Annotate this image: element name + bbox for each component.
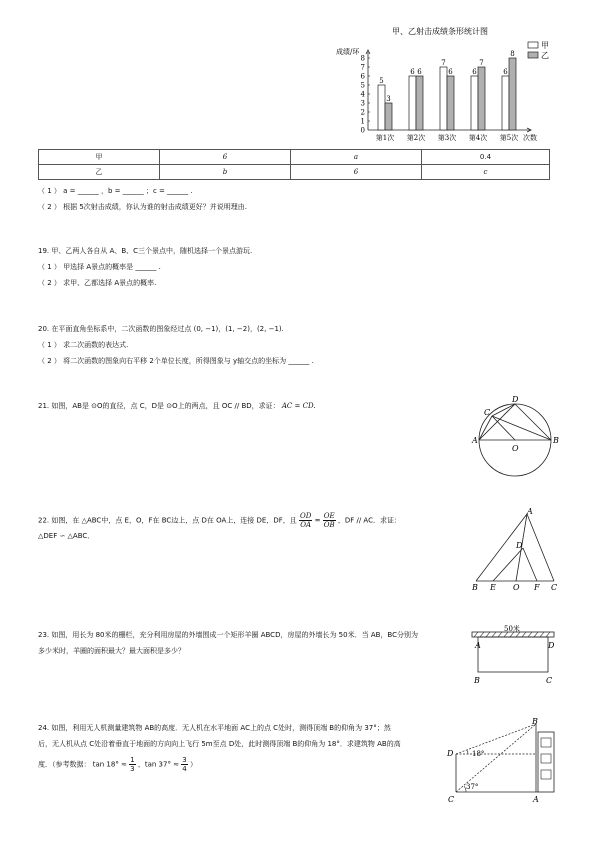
- q22-label-d: D: [516, 541, 523, 550]
- bar-chart: [330, 22, 560, 147]
- chart-data-label: 7: [479, 59, 484, 67]
- q23-label-b: B: [474, 676, 480, 685]
- table-cell: 6: [160, 150, 291, 165]
- chart-bar: [385, 103, 392, 130]
- chart-data-label: 7: [441, 59, 446, 67]
- table-cell: 甲: [39, 150, 160, 165]
- q24-label-c: C: [448, 795, 455, 804]
- q24-fraction-one-third: $\frac{1}{3}$: [130, 756, 135, 773]
- table-row: [39, 165, 550, 180]
- table-row: [39, 150, 550, 165]
- table-cell: 0.4: [422, 150, 550, 165]
- q21-text: 21. 如图，AB是 ⊙O的直径，点 C，D是 ⊙O上的两点，且 OC // BD，求证：: [38, 402, 280, 410]
- chart-legend-label: 乙: [541, 51, 549, 60]
- q23-label-c: C: [546, 676, 553, 685]
- q22-label-o: O: [513, 583, 520, 592]
- q21-label-a: A: [472, 436, 478, 445]
- chart-bar: [509, 58, 516, 130]
- q21-arc-conclusion: AC = CD.: [281, 402, 316, 410]
- q19-part1: （ 1 ） 甲选择 A景点的概率是 ______ .: [38, 263, 161, 271]
- chart-data-label: 5: [379, 77, 384, 85]
- table-cell: a: [291, 150, 422, 165]
- chart-bar: [440, 67, 447, 130]
- q24-fraction-three-quarters: $\frac{3}{4}$: [182, 756, 187, 773]
- table-cell: 乙: [39, 165, 160, 180]
- chart-legend-label: 甲: [541, 41, 549, 50]
- table-cell: 6: [291, 165, 422, 180]
- chart-title: 甲、乙射击成绩条形统计图: [392, 27, 488, 36]
- q20-part2: （ 2 ） 将二次函数的图象向右平移 2个单位长度，所得图象与 y轴交点的坐标为 ______ .: [38, 357, 314, 365]
- q23-line1: 23. 如图，用长为 80米的栅栏，充分利用房屋的外墙围成一个矩形羊圈 ABCD，房屋的外墙长为 50米．当 AB，BC分别为: [38, 631, 418, 639]
- q20-part1: （ 1 ） 求二次函数的表达式.: [38, 341, 129, 349]
- q24-drone-figure: [442, 716, 562, 806]
- q20-stem: 20. 在平面直角坐标系中，二次函数的图象经过点 (0, −1)，(1, −2)，(2, −1).: [38, 325, 284, 333]
- chart-category-label: 第3次: [437, 134, 457, 142]
- chart-category-label: 第1次: [375, 134, 395, 142]
- q23-line2: 多少米时，羊圈的面积最大？最大面积是多少？: [38, 647, 185, 655]
- chart-data-label: 6: [448, 68, 453, 76]
- chart-bar: [471, 76, 478, 130]
- q23-label-d: D: [548, 641, 555, 650]
- chart-y-tick-label: 1: [360, 117, 365, 126]
- q21-stem: [38, 401, 316, 411]
- chart-bar: [378, 85, 385, 130]
- q22-label-b: B: [472, 583, 478, 592]
- chart-bar: [478, 67, 485, 130]
- q24-label-d: D: [447, 749, 454, 758]
- q22-label-e: E: [490, 583, 496, 592]
- chart-category-label: 第4次: [468, 134, 488, 142]
- chart-data-label: 3: [386, 95, 391, 103]
- q23-pen-figure: [468, 622, 563, 687]
- q24-angle-37: 37°: [466, 783, 479, 791]
- chart-y-tick-label: 6: [360, 72, 365, 81]
- q21-label-c: C: [484, 408, 491, 417]
- q24-line3: [38, 756, 197, 773]
- q22-stem-c: △DEF ∽ △ABC．: [38, 532, 95, 540]
- chart-legend-swatch: [528, 52, 538, 58]
- q22-fraction-od-oa: $\frac{OD}{OA}$: [300, 512, 312, 529]
- chart-legend-swatch: [528, 42, 538, 48]
- q22-text-a: 22. 如图，在 △ABC中，点 E，O，F在 BC边上，点 D在 OA上，连接 DE，DF，且: [38, 516, 297, 525]
- chart-bar: [409, 76, 416, 130]
- q24-text-3c: ）: [190, 760, 197, 769]
- table-cell: c: [422, 165, 550, 180]
- chart-bar: [447, 76, 454, 130]
- chart-category-label: 第2次: [406, 134, 426, 142]
- q22-label-c: C: [551, 583, 558, 592]
- q22-fraction-oe-ob: $\frac{OE}{OB}$: [323, 512, 335, 529]
- q24-line1: 24. 如图，利用无人机测量建筑物 AB的高度．无人机在水平地面 AC上的点 C处时，测得顶端 B的仰角为 37°；然: [38, 724, 391, 732]
- chart-y-tick-label: 7: [360, 63, 365, 72]
- q21-label-d: D: [512, 395, 519, 404]
- chart-data-label: 6: [417, 68, 422, 76]
- q23-label-a: A: [475, 641, 481, 650]
- score-table: [38, 149, 550, 180]
- q19-part2: （ 2 ） 求甲、乙都选择 A景点的概率.: [38, 279, 157, 287]
- q21-circle-figure: [470, 394, 570, 484]
- chart-y-tick-label: 0: [360, 126, 365, 135]
- q22-label-f: F: [534, 583, 540, 592]
- q24-text-3b: ，tan 37° ≈: [137, 760, 180, 769]
- q22-triangle-figure: [468, 508, 563, 593]
- chart-y-tick-label: 3: [360, 99, 365, 108]
- chart-data-label: 6: [410, 68, 415, 76]
- table-cell: b: [160, 165, 291, 180]
- chart-data-label: 8: [510, 50, 515, 58]
- q24-label-b: B: [532, 717, 538, 726]
- q24-line2: 后，无人机从点 C处沿着垂直于地面的方向向上飞行 5m至点 D处，此时测得顶端 B的仰角为 18°．求建筑物 AB的高: [38, 740, 401, 748]
- q22-label-a: A: [527, 508, 533, 516]
- chart-data-label: 6: [503, 68, 508, 76]
- q21-label-o: O: [512, 444, 519, 453]
- q24-text-3a: 度．（参考数据： tan 18° ≈: [38, 760, 127, 769]
- q19-stem: 19. 甲、乙两人各自从 A、B、C三个景点中，随机选择一个景点游玩.: [38, 247, 253, 255]
- q21-label-b: B: [553, 436, 559, 445]
- q22-text-b: ，DF // AC．求证：: [337, 516, 401, 525]
- q18-part1: （ 1 ） a = ______ ，b = ______ ；c = ______ .: [38, 187, 193, 195]
- chart-bar: [502, 76, 509, 130]
- chart-data-label: 6: [472, 68, 477, 76]
- chart-y-tick-label: 5: [360, 81, 365, 90]
- chart-ylabel: 成绩/环: [336, 48, 360, 56]
- chart-y-tick-label: 8: [360, 54, 365, 63]
- chart-y-tick-label: 4: [360, 90, 365, 99]
- q23-wall-length: 50米: [504, 625, 520, 633]
- chart-category-label: 第5次: [499, 134, 519, 142]
- q24-label-a: A: [533, 795, 539, 804]
- q24-angle-18: 18°: [472, 750, 485, 758]
- q22-equals: =: [314, 516, 321, 525]
- chart-y-tick-label: 2: [360, 108, 365, 117]
- q22-stem: [38, 512, 401, 529]
- q18-part2: （ 2 ） 根据 5次射击成绩，你认为谁的射击成绩更好？并说明理由.: [38, 203, 248, 211]
- chart-xlabel: 次数: [523, 134, 537, 142]
- chart-bar: [416, 76, 423, 130]
